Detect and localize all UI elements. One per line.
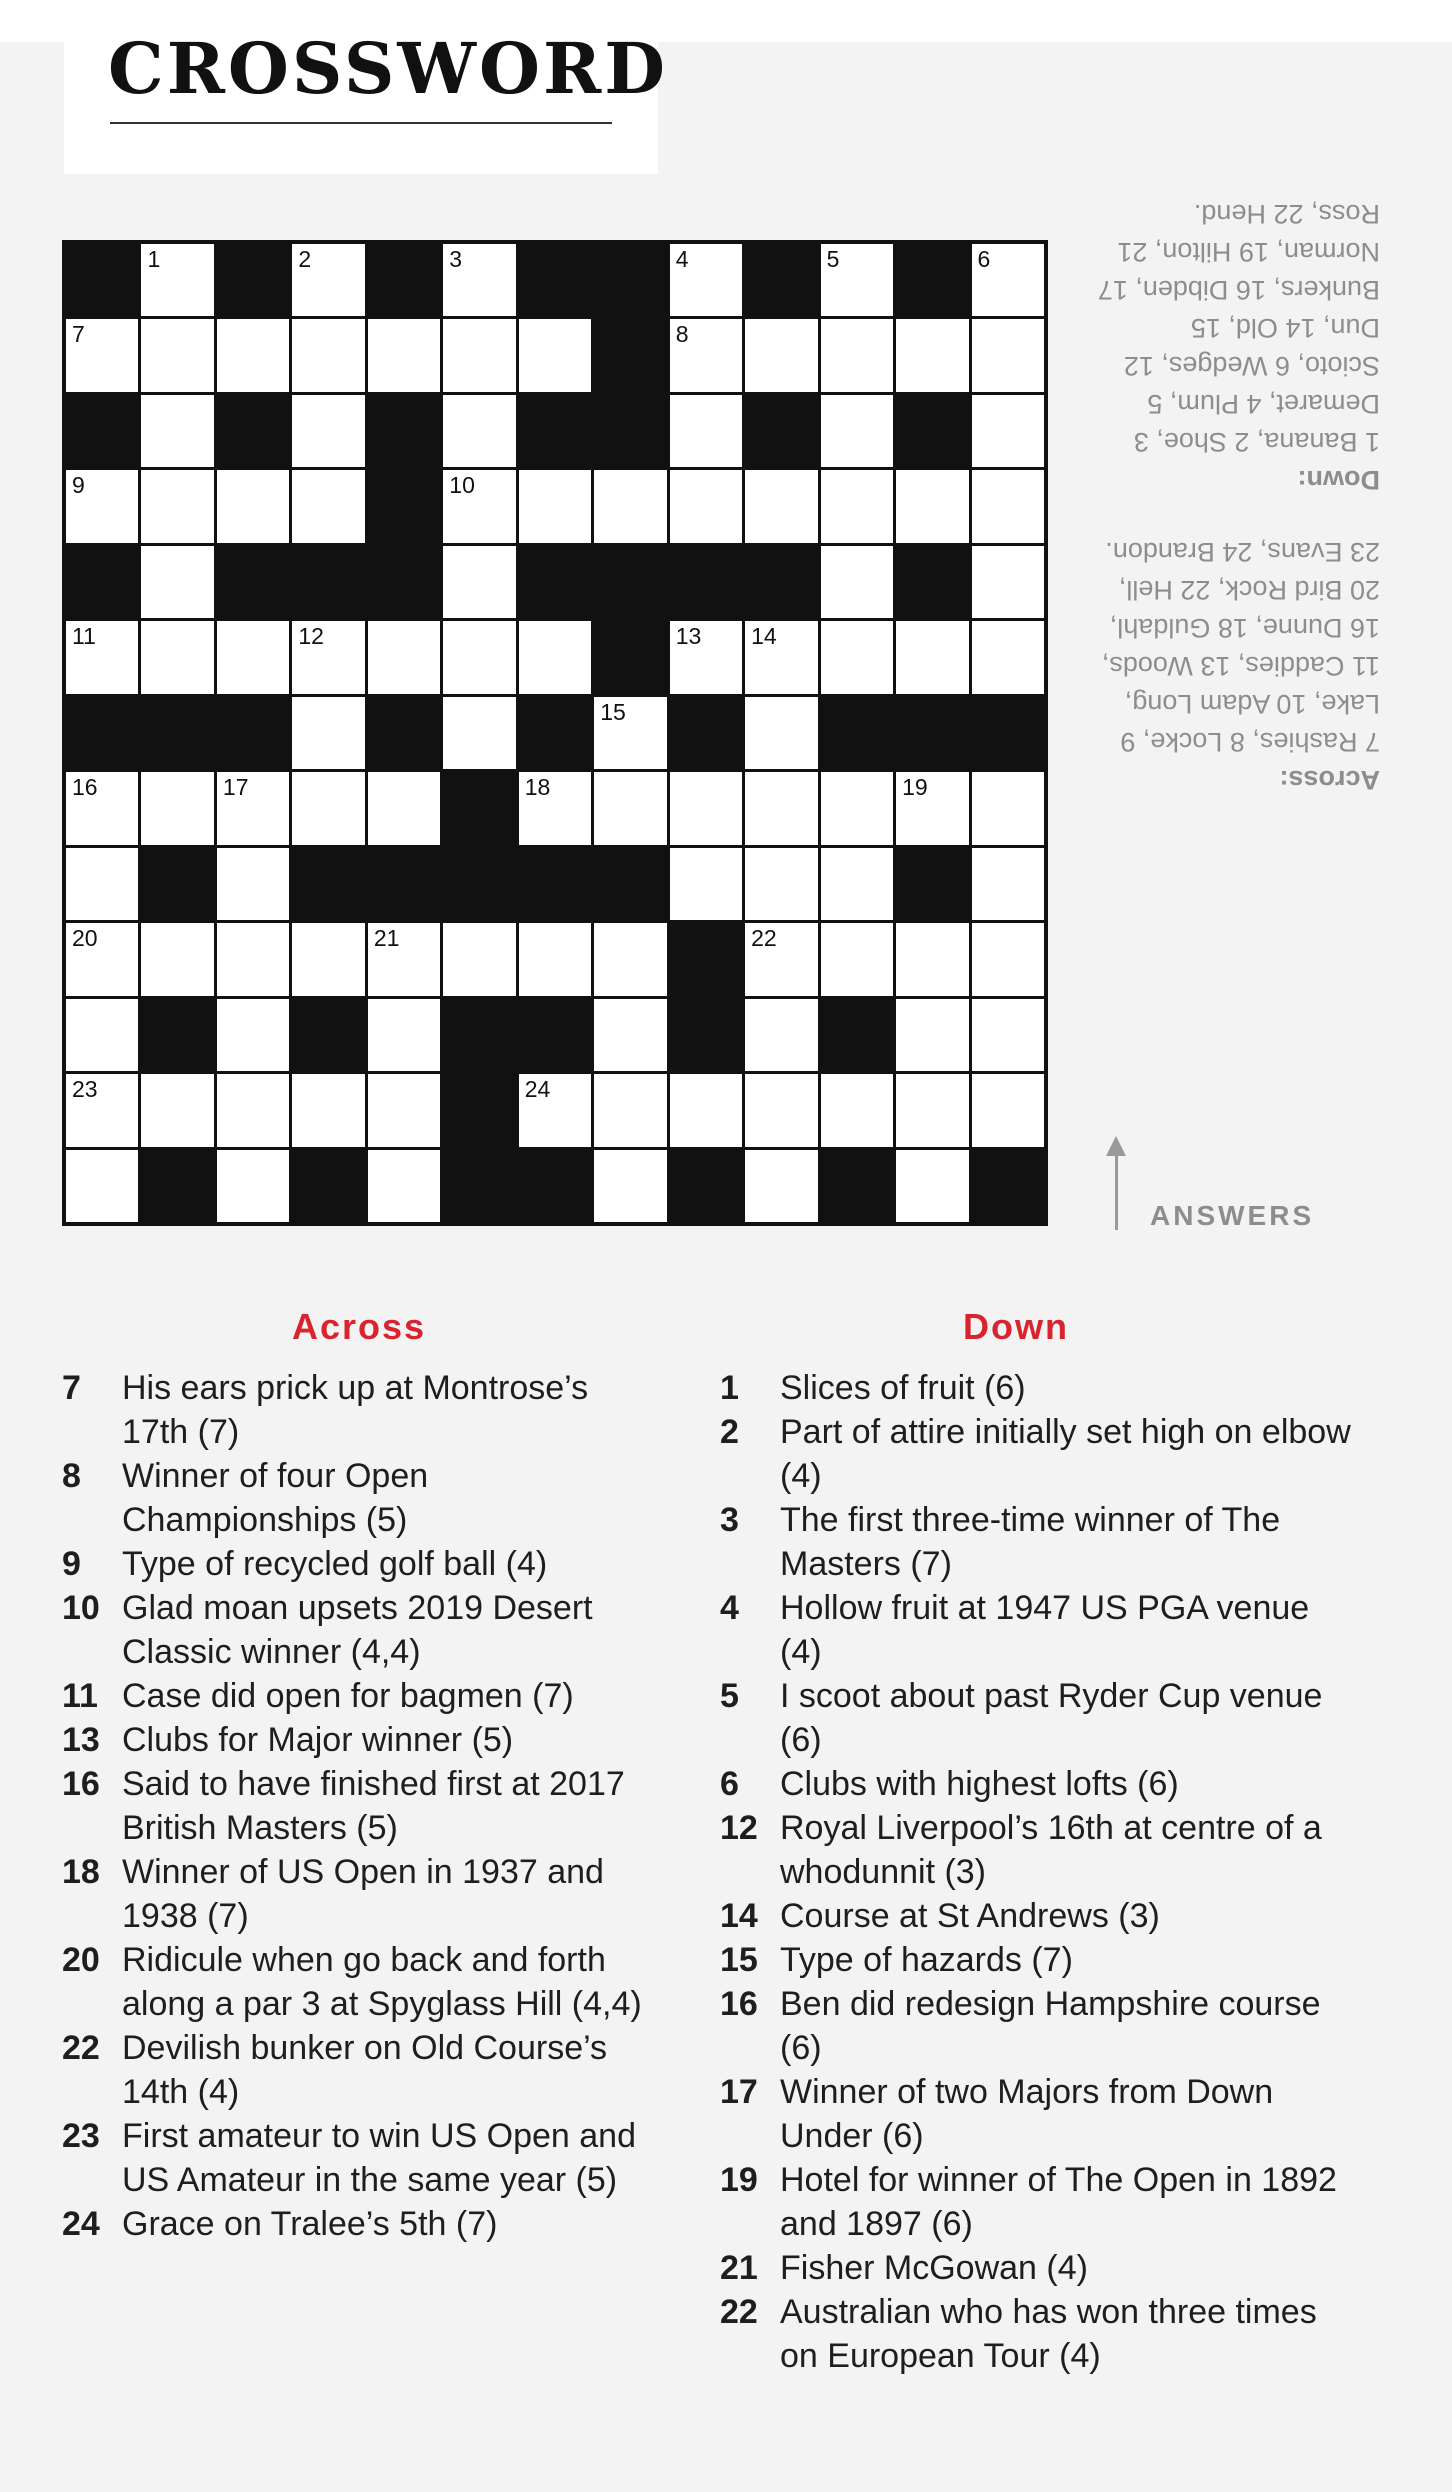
clue-number: 5 (720, 1677, 739, 1715)
grid-cell[interactable] (519, 319, 591, 391)
grid-cell[interactable] (972, 923, 1044, 995)
black-square (594, 319, 666, 391)
clue-text: Fisher McGowan (4) (780, 2249, 1088, 2287)
down-clue (720, 1366, 1360, 1410)
clue-number: 20 (72, 925, 98, 952)
grid-cell[interactable] (368, 772, 440, 844)
clue-text: Winner of two Majors from Down Under (6) (780, 2073, 1274, 2155)
crossword-grid (62, 240, 1048, 1226)
grid-cell[interactable] (594, 923, 666, 995)
grid-cell[interactable] (292, 772, 364, 844)
grid-cell[interactable] (141, 772, 213, 844)
clue-number: 12 (298, 623, 324, 650)
across-clue (62, 1938, 662, 2026)
down-heading: Down (963, 1306, 1069, 1347)
grid-cell[interactable] (292, 319, 364, 391)
down-clue (720, 1674, 1360, 1762)
grid-cell[interactable] (66, 1150, 138, 1222)
grid-cell[interactable] (519, 772, 591, 844)
grid-cell[interactable] (292, 244, 364, 316)
black-square (670, 1150, 742, 1222)
black-square (670, 923, 742, 995)
black-square (670, 697, 742, 769)
grid-cell[interactable] (292, 470, 364, 542)
grid-cell[interactable] (670, 395, 742, 467)
clue-text: Case did open for bagmen (7) (122, 1677, 574, 1715)
black-square (443, 1150, 515, 1222)
clue-number: 21 (373, 925, 400, 952)
grid-cell[interactable] (443, 923, 515, 995)
across-heading: Across (292, 1306, 427, 1347)
black-square (594, 546, 666, 618)
black-square (217, 697, 289, 769)
across-clue-list (62, 1366, 662, 2246)
grid-cell[interactable] (745, 923, 817, 995)
black-square (141, 1150, 213, 1222)
answers-across-text: 7 Rashies, 8 Locke, 9 Lake, 10 Adam Long, 11 Caddies, 13 Woods, 16 Dunne, 18 Guldahl, 20 Bird Rock, 22 Hell, 23 Evans, 24 Brandon. (1101, 537, 1380, 757)
black-square (217, 546, 289, 618)
clue-number: 7 (62, 1369, 81, 1407)
answers-down-text: 1 Banana, 2 Shoe, 3 Demaret, 4 Plum, 5 Scioto, 6 Wedges, 12 Dun, 14 Old, 15 Bunkers, 16 Dibden, 17 Norman, 19 Hilton, 21 Ross, 22 Hend. (1097, 199, 1380, 457)
black-square (896, 697, 968, 769)
clue-text: Slices of fruit (6) (780, 1369, 1026, 1407)
grid-cell[interactable] (745, 697, 817, 769)
clue-number: 14 (751, 623, 777, 650)
black-square (368, 395, 440, 467)
answers-panel (1090, 195, 1380, 799)
grid-cell[interactable] (594, 697, 666, 769)
across-clue (62, 2202, 662, 2246)
across-clue (62, 1586, 662, 1674)
black-square (141, 999, 213, 1071)
grid-cell[interactable] (896, 772, 968, 844)
down-clue (720, 2070, 1360, 2158)
black-square (745, 244, 817, 316)
grid-cell[interactable] (821, 470, 893, 542)
grid-cell[interactable] (141, 470, 213, 542)
clue-number: 17 (720, 2073, 758, 2111)
clue-number: 15 (600, 698, 626, 725)
clue-number: 4 (720, 1589, 739, 1627)
down-clue (720, 1498, 1360, 1586)
grid-cell[interactable] (217, 319, 289, 391)
down-clue (720, 1762, 1360, 1806)
grid-cell[interactable] (519, 621, 591, 693)
across-clue (62, 1718, 662, 1762)
clue-number: 8 (62, 1457, 81, 1495)
grid-cell[interactable] (66, 470, 138, 542)
clue-number: 23 (62, 2117, 100, 2155)
black-square (368, 697, 440, 769)
clue-number: 19 (720, 2161, 758, 2199)
grid-cell[interactable] (670, 244, 742, 316)
black-square (292, 999, 364, 1071)
grid-cell[interactable] (972, 319, 1044, 391)
clue-text: His ears prick up at Montrose’s 17th (7) (122, 1369, 589, 1451)
clue-text: Hotel for winner of The Open in 1892 and 1897 (6) (780, 2161, 1337, 2243)
clue-text: Clubs for Major winner (5) (122, 1721, 514, 1759)
black-square (745, 546, 817, 618)
clue-number: 16 (62, 1765, 100, 1803)
clue-number: 13 (62, 1721, 100, 1759)
black-square (141, 697, 213, 769)
clue-number: 15 (720, 1941, 758, 1979)
clue-text: Ben did redesign Hampshire course (6) (780, 1985, 1321, 2067)
across-clue (62, 2026, 662, 2114)
clue-text: Said to have finished first at 2017 British Masters (5) (122, 1765, 625, 1847)
clue-text: Winner of US Open in 1937 and 1938 (7) (122, 1853, 604, 1935)
black-square (821, 697, 893, 769)
grid-cell[interactable] (66, 319, 138, 391)
grid-cell[interactable] (972, 621, 1044, 693)
grid-cell[interactable] (670, 848, 742, 920)
grid-cell[interactable] (66, 772, 138, 844)
clue-number: 2 (298, 246, 312, 272)
grid-cell[interactable] (670, 470, 742, 542)
grid-cell[interactable] (217, 621, 289, 693)
clue-text: First amateur to win US Open and US Amateur in the same year (5) (122, 2117, 637, 2199)
clue-number: 11 (72, 623, 96, 650)
clue-text: Winner of four Open Championships (5) (122, 1457, 429, 1539)
black-square (896, 546, 968, 618)
clue-text: Ridicule when go back and forth along a par 3 at Spyglass Hill (4,4) (122, 1941, 642, 2023)
grid-cell[interactable] (141, 621, 213, 693)
black-square (141, 848, 213, 920)
grid-cell[interactable] (368, 621, 440, 693)
across-clue (62, 1674, 662, 1718)
clue-number: 9 (72, 472, 85, 499)
grid-cell[interactable] (66, 848, 138, 920)
grid-cell[interactable] (896, 1074, 968, 1146)
clue-number: 1 (720, 1369, 739, 1407)
black-square (519, 546, 591, 618)
grid-cell[interactable] (670, 621, 742, 693)
clue-number: 20 (62, 1941, 100, 1979)
black-square (745, 395, 817, 467)
clue-number: 3 (449, 246, 463, 272)
grid-cell[interactable] (141, 395, 213, 467)
clue-number: 18 (524, 774, 551, 801)
black-square (443, 999, 515, 1071)
down-clue (720, 1894, 1360, 1938)
grid-cell[interactable] (368, 1150, 440, 1222)
black-square (217, 244, 289, 316)
clue-text: Course at St Andrews (3) (780, 1897, 1160, 1935)
arrow-shaft (1115, 1150, 1118, 1230)
black-square (519, 1150, 591, 1222)
grid-cell[interactable] (594, 1150, 666, 1222)
title-underline (110, 122, 612, 124)
down-clue (720, 2290, 1360, 2378)
clue-text: Royal Liverpool’s 16th at centre of a whodunnit (3) (780, 1809, 1322, 1891)
grid-cell[interactable] (519, 470, 591, 542)
black-square (368, 546, 440, 618)
across-clue (62, 1366, 662, 1454)
clue-number: 22 (751, 925, 777, 952)
clue-number: 22 (62, 2029, 100, 2067)
grid-cell[interactable] (821, 319, 893, 391)
grid-cell[interactable] (217, 999, 289, 1071)
clue-number: 10 (449, 472, 475, 499)
grid-cell[interactable] (896, 621, 968, 693)
black-square (519, 244, 591, 316)
grid-cell[interactable] (519, 1074, 591, 1146)
grid-cell[interactable] (972, 772, 1044, 844)
grid-cell[interactable] (217, 1150, 289, 1222)
clue-text: Devilish bunker on Old Course’s 14th (4) (122, 2029, 608, 2111)
grid-cell[interactable] (821, 244, 893, 316)
grid-cell[interactable] (217, 470, 289, 542)
grid-cell[interactable] (217, 923, 289, 995)
down-clue (720, 2246, 1360, 2290)
black-square (66, 546, 138, 618)
clue-number: 17 (222, 774, 249, 801)
grid-cell[interactable] (368, 319, 440, 391)
grid-cell[interactable] (292, 923, 364, 995)
across-clue (62, 1762, 662, 1850)
clue-number: 5 (826, 246, 840, 272)
down-clue-list (720, 1366, 1360, 2378)
black-square (368, 848, 440, 920)
black-square (443, 848, 515, 920)
clue-number: 13 (675, 623, 702, 650)
clue-text: Part of attire initially set high on elbow (4) (780, 1413, 1351, 1495)
grid-cell[interactable] (670, 1074, 742, 1146)
clue-text: Clubs with highest lofts (6) (780, 1765, 1179, 1803)
grid-cell[interactable] (972, 395, 1044, 467)
grid-cell[interactable] (66, 999, 138, 1071)
grid-cell[interactable] (745, 470, 817, 542)
clue-text: Australian who has won three times on European Tour (4) (780, 2293, 1317, 2375)
grid-cell[interactable] (217, 848, 289, 920)
black-square (217, 395, 289, 467)
grid-cell[interactable] (368, 1074, 440, 1146)
black-square (519, 697, 591, 769)
grid-cell[interactable] (896, 1150, 968, 1222)
grid-cell[interactable] (443, 697, 515, 769)
grid-cell[interactable] (443, 395, 515, 467)
black-square (66, 395, 138, 467)
grid-cell[interactable] (443, 621, 515, 693)
black-square (972, 697, 1044, 769)
grid-cell[interactable] (670, 772, 742, 844)
clue-text: Hollow fruit at 1947 US PGA venue (4) (780, 1589, 1310, 1671)
black-square (66, 697, 138, 769)
grid-cell[interactable] (368, 923, 440, 995)
grid-cell[interactable] (292, 697, 364, 769)
black-square (896, 395, 968, 467)
down-clue (720, 1806, 1360, 1894)
answers-down-label: Down: (1297, 465, 1380, 495)
grid-cell[interactable] (66, 621, 138, 693)
grid-cell[interactable] (66, 1074, 138, 1146)
grid-cell[interactable] (745, 319, 817, 391)
clue-text: Type of hazards (7) (780, 1941, 1073, 1979)
grid-cell[interactable] (896, 999, 968, 1071)
grid-cell[interactable] (443, 470, 515, 542)
clue-number: 14 (720, 1897, 758, 1935)
grid-cell[interactable] (443, 244, 515, 316)
grid-cell[interactable] (368, 999, 440, 1071)
down-clue (720, 1982, 1360, 2070)
grid-cell[interactable] (141, 546, 213, 618)
grid-cell[interactable] (594, 999, 666, 1071)
black-square (821, 999, 893, 1071)
black-square (519, 999, 591, 1071)
clue-number: 6 (977, 246, 991, 272)
grid-cell[interactable] (745, 999, 817, 1071)
grid-cell[interactable] (821, 395, 893, 467)
grid-cell[interactable] (745, 621, 817, 693)
clue-text: The first three-time winner of The Masters (7) (780, 1501, 1281, 1583)
black-square (821, 1150, 893, 1222)
grid-cell[interactable] (141, 319, 213, 391)
answers-down-section (1090, 195, 1380, 499)
black-square (292, 546, 364, 618)
clue-number: 4 (675, 246, 689, 272)
black-square (594, 395, 666, 467)
clue-number: 11 (62, 1677, 98, 1715)
clue-number: 6 (720, 1765, 739, 1803)
grid-cell[interactable] (821, 621, 893, 693)
grid-cell[interactable] (972, 244, 1044, 316)
black-square (896, 848, 968, 920)
down-clue (720, 1938, 1360, 1982)
clue-number: 12 (720, 1809, 758, 1847)
down-clue (720, 1586, 1360, 1674)
grid-cell[interactable] (594, 772, 666, 844)
grid-cell[interactable] (670, 319, 742, 391)
black-square (368, 244, 440, 316)
black-square (368, 470, 440, 542)
grid-cell[interactable] (972, 848, 1044, 920)
grid-cell[interactable] (443, 319, 515, 391)
grid-cell[interactable] (745, 772, 817, 844)
grid-cell[interactable] (217, 1074, 289, 1146)
clue-number: 7 (72, 321, 85, 348)
clue-number: 16 (72, 774, 98, 801)
grid-cell[interactable] (292, 395, 364, 467)
clue-number: 2 (720, 1413, 739, 1451)
grid-cell[interactable] (292, 1074, 364, 1146)
clue-number: 10 (62, 1589, 100, 1627)
clue-text: I scoot about past Ryder Cup venue (6) (780, 1677, 1323, 1759)
answers-label: ANSWERS (1150, 1200, 1315, 1231)
clue-number: 19 (902, 774, 928, 801)
grid-cell[interactable] (896, 470, 968, 542)
grid-cell[interactable] (141, 1074, 213, 1146)
clue-number: 18 (62, 1853, 100, 1891)
across-clue (62, 1850, 662, 1938)
grid-cell[interactable] (519, 923, 591, 995)
clue-number: 21 (720, 2249, 758, 2287)
clue-number: 16 (720, 1985, 758, 2023)
clue-text: Type of recycled golf ball (4) (122, 1545, 548, 1583)
black-square (972, 1150, 1044, 1222)
black-square (292, 1150, 364, 1222)
clue-number: 23 (72, 1076, 98, 1103)
black-square (292, 848, 364, 920)
grid-cell[interactable] (821, 848, 893, 920)
grid-cell[interactable] (821, 772, 893, 844)
grid-cell[interactable] (141, 923, 213, 995)
grid-cell[interactable] (66, 923, 138, 995)
across-clue (62, 2114, 662, 2202)
clue-number: 9 (62, 1545, 81, 1583)
grid-cell[interactable] (972, 999, 1044, 1071)
clue-number: 3 (720, 1501, 739, 1539)
page-title: CROSSWORD (108, 27, 668, 110)
across-clue (62, 1454, 662, 1542)
grid-cell[interactable] (896, 923, 968, 995)
grid-cell[interactable] (141, 244, 213, 316)
grid-cell[interactable] (972, 1074, 1044, 1146)
grid-cell[interactable] (745, 1074, 817, 1146)
clue-text: Glad moan upsets 2019 Desert Classic winner (4,4) (122, 1589, 593, 1671)
grid-cell[interactable] (821, 546, 893, 618)
black-square (519, 848, 591, 920)
grid-cell[interactable] (292, 621, 364, 693)
clue-text: Grace on Tralee’s 5th (7) (122, 2205, 498, 2243)
black-square (519, 395, 591, 467)
grid-cell[interactable] (594, 1074, 666, 1146)
black-square (443, 772, 515, 844)
grid-cell[interactable] (443, 546, 515, 618)
black-square (594, 848, 666, 920)
down-clue (720, 1410, 1360, 1498)
grid-cell[interactable] (972, 470, 1044, 542)
grid-cell[interactable] (594, 470, 666, 542)
black-square (594, 244, 666, 316)
grid-cell[interactable] (896, 319, 968, 391)
grid-cell[interactable] (745, 1150, 817, 1222)
black-square (66, 244, 138, 316)
clue-number: 24 (524, 1076, 551, 1103)
clue-number: 22 (720, 2293, 758, 2331)
black-square (594, 621, 666, 693)
down-clue (720, 2158, 1360, 2246)
black-square (670, 546, 742, 618)
clue-number: 1 (147, 246, 161, 272)
black-square (896, 244, 968, 316)
grid-cell[interactable] (821, 1074, 893, 1146)
grid-cell[interactable] (972, 546, 1044, 618)
clue-number: 24 (62, 2205, 100, 2243)
grid-cell[interactable] (745, 848, 817, 920)
across-clue (62, 1542, 662, 1586)
answers-across-label: Across: (1279, 765, 1380, 795)
grid-cell[interactable] (217, 772, 289, 844)
black-square (443, 1074, 515, 1146)
answers-across-section (1090, 533, 1380, 799)
grid-cell[interactable] (821, 923, 893, 995)
black-square (670, 999, 742, 1071)
clue-number: 8 (675, 321, 689, 348)
